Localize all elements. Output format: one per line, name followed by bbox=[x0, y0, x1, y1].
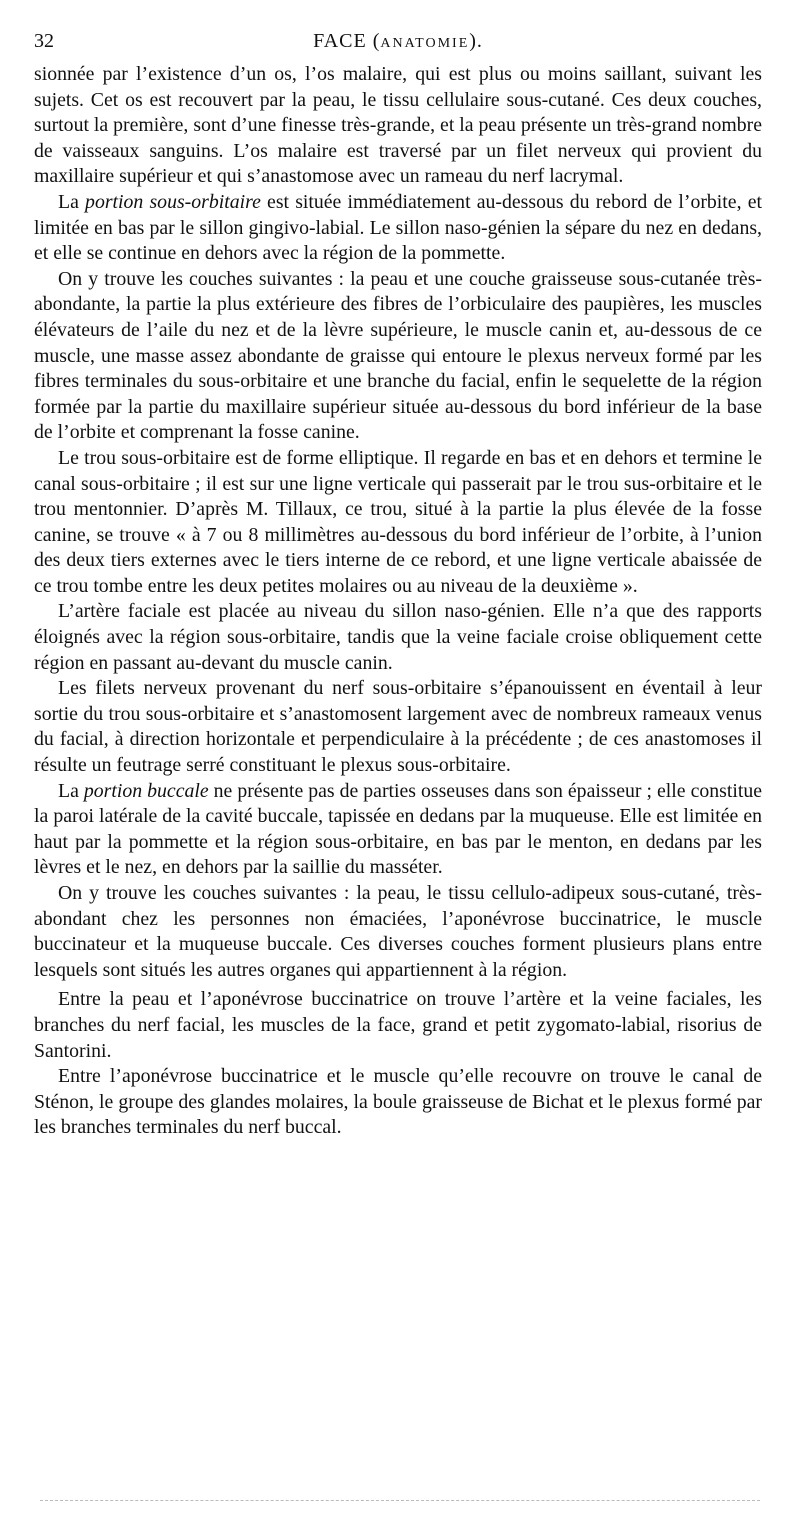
paragraph-infraorbital-foramen: Le trou sous-orbitaire est de forme elliptique. Il regarde en bas et en dehors et termine le canal sous-orbitaire ; il est sur une ligne verticale qui passerait par le trou sus-orbitaire et le trou mentonnier. D’après M. Tillaux, ce trou, situé à la partie la plus élevée de la fosse canine, se trouve « à 7 ou 8 millimètres au-dessous du bord inférieur de l’orbite, à l’union des deux tiers externes avec le tiers interne de ce rebord, et une ligne verticale abaissée de ce trou tombe entre les deux petites molaires ou au niveau de la deuxième ». bbox=[34, 446, 762, 597]
running-head bbox=[34, 30, 762, 53]
running-head-small-caps: ANATOMIE bbox=[380, 36, 470, 51]
paragraph-aponeurosis-muscle: Entre l’aponévrose buccinatrice et le muscle qu’elle recouvre on trouve le canal de Sténon, le groupe des glandes molaires, la boule graisseuse de Bichat et le plexus formé par les branches terminales du nerf buccal. bbox=[34, 1065, 762, 1139]
page-number: 32 bbox=[34, 30, 54, 52]
paragraph-buccal-layers: On y trouve les couches suivantes : la peau, le tissu cellulo-adipeux sous-cutané, très-abondant chez les personnes non émaciées, l’aponévrose buccinatrice, le muscle buccinateur et la muqueuse buccale. Ces diverses couches forment plusieurs plans entre lesquels sont situés les autres organes qui appartiennent à la région. bbox=[34, 882, 762, 981]
footer-divider bbox=[40, 1500, 760, 1501]
italic-term-sous-orbitaire: portion sous-orbitaire bbox=[85, 190, 261, 213]
paragraph-facial-artery: L’artère faciale est placée au niveau du sillon naso-génien. Elle n’a que des rapports éloignés avec la région sous-orbitaire, tandis que la veine faciale croise obliquement cette région en passant au-devant du muscle canin. bbox=[34, 600, 762, 674]
paragraph-rest: est située immédiatement au-dessous du rebord de l’orbite, et limitée en bas par le sillon gingivo-labial. Le sillon naso-génien la sépare du nez en dedans, et elle se continue en dehors avec la région de la pommette. bbox=[34, 190, 762, 265]
page-body bbox=[34, 62, 762, 1141]
running-head-main: FACE bbox=[313, 30, 367, 52]
paragraph-malar-bone: sionnée par l’existence d’un os, l’os malaire, qui est plus ou moins saillant, suivant les sujets. Cet os est recouvert par la peau, le tissu cellulaire sous-cutané. Ces deux couches, surtout la première, sont d’une finesse très-grande, et la peau présente un très-grand nombre de vaisseaux sanguins. L’os malaire est traversé par un filet nerveux qui provient du maxillaire supérieur et qui s’anastomose avec un rameau du nerf lacrymal. bbox=[34, 63, 762, 188]
paragraph-prefix: La bbox=[58, 779, 84, 802]
running-head-paren-close: ). bbox=[469, 30, 483, 52]
paragraph-rest: ne présente pas de parties osseuses dans son épaisseur ; elle constitue la paroi latérale de la cavité buccale, tapissée en dedans par la muqueuse. Elle est limitée en haut par la pommette et la région sous-orbitaire, en bas par le menton, en dedans par les lèvres et le nez, en dehors par la saillie du masséter. bbox=[34, 779, 762, 879]
paragraph-nerve-plexus: Les filets nerveux provenant du nerf sous-orbitaire s’épanouissent en éventail à leur sortie du trou sous-orbitaire et s’anastomosent largement avec de nombreux rameaux venus du facial, à direction horizontale et perpendiculaire à la précédente ; de ces anastomoses il résulte un feutrage serré constituant le plexus sous-orbitaire. bbox=[34, 677, 762, 777]
italic-term-buccale: portion buccale bbox=[83, 779, 209, 802]
paragraph-buccal-portion bbox=[34, 779, 762, 881]
paragraph-prefix: La bbox=[58, 190, 86, 213]
page-header bbox=[34, 30, 762, 56]
running-head-paren-open: ( bbox=[366, 30, 381, 52]
paragraph-skin-aponeurosis: Entre la peau et l’aponévrose buccinatrice on trouve l’artère et la veine faciales, les branches du nerf facial, les muscles de la face, grand et petit zygomato-labial, risorius de Santorini. bbox=[34, 988, 762, 1062]
paragraph-infraorbital-portion bbox=[34, 190, 762, 267]
paragraph-infraorbital-layers: On y trouve les couches suivantes : la peau et une couche graisseuse sous-cutanée très-abondante, la partie la plus extérieure des fibres de l’orbiculaire des paupières, les muscles élévateurs de l’aile du nez et de la lèvre supérieure, le muscle canin et, au-dessous de ce muscle, une masse assez abondante de graisse qui entoure le plexus nerveux formé par les fibres terminales du sous-orbitaire et une branche du facial, enfin le sequelette de la région formée par la partie du maxillaire supérieur située au-dessous du bord inférieur de la base de l’orbite et comprenant la fosse canine. bbox=[34, 267, 762, 444]
